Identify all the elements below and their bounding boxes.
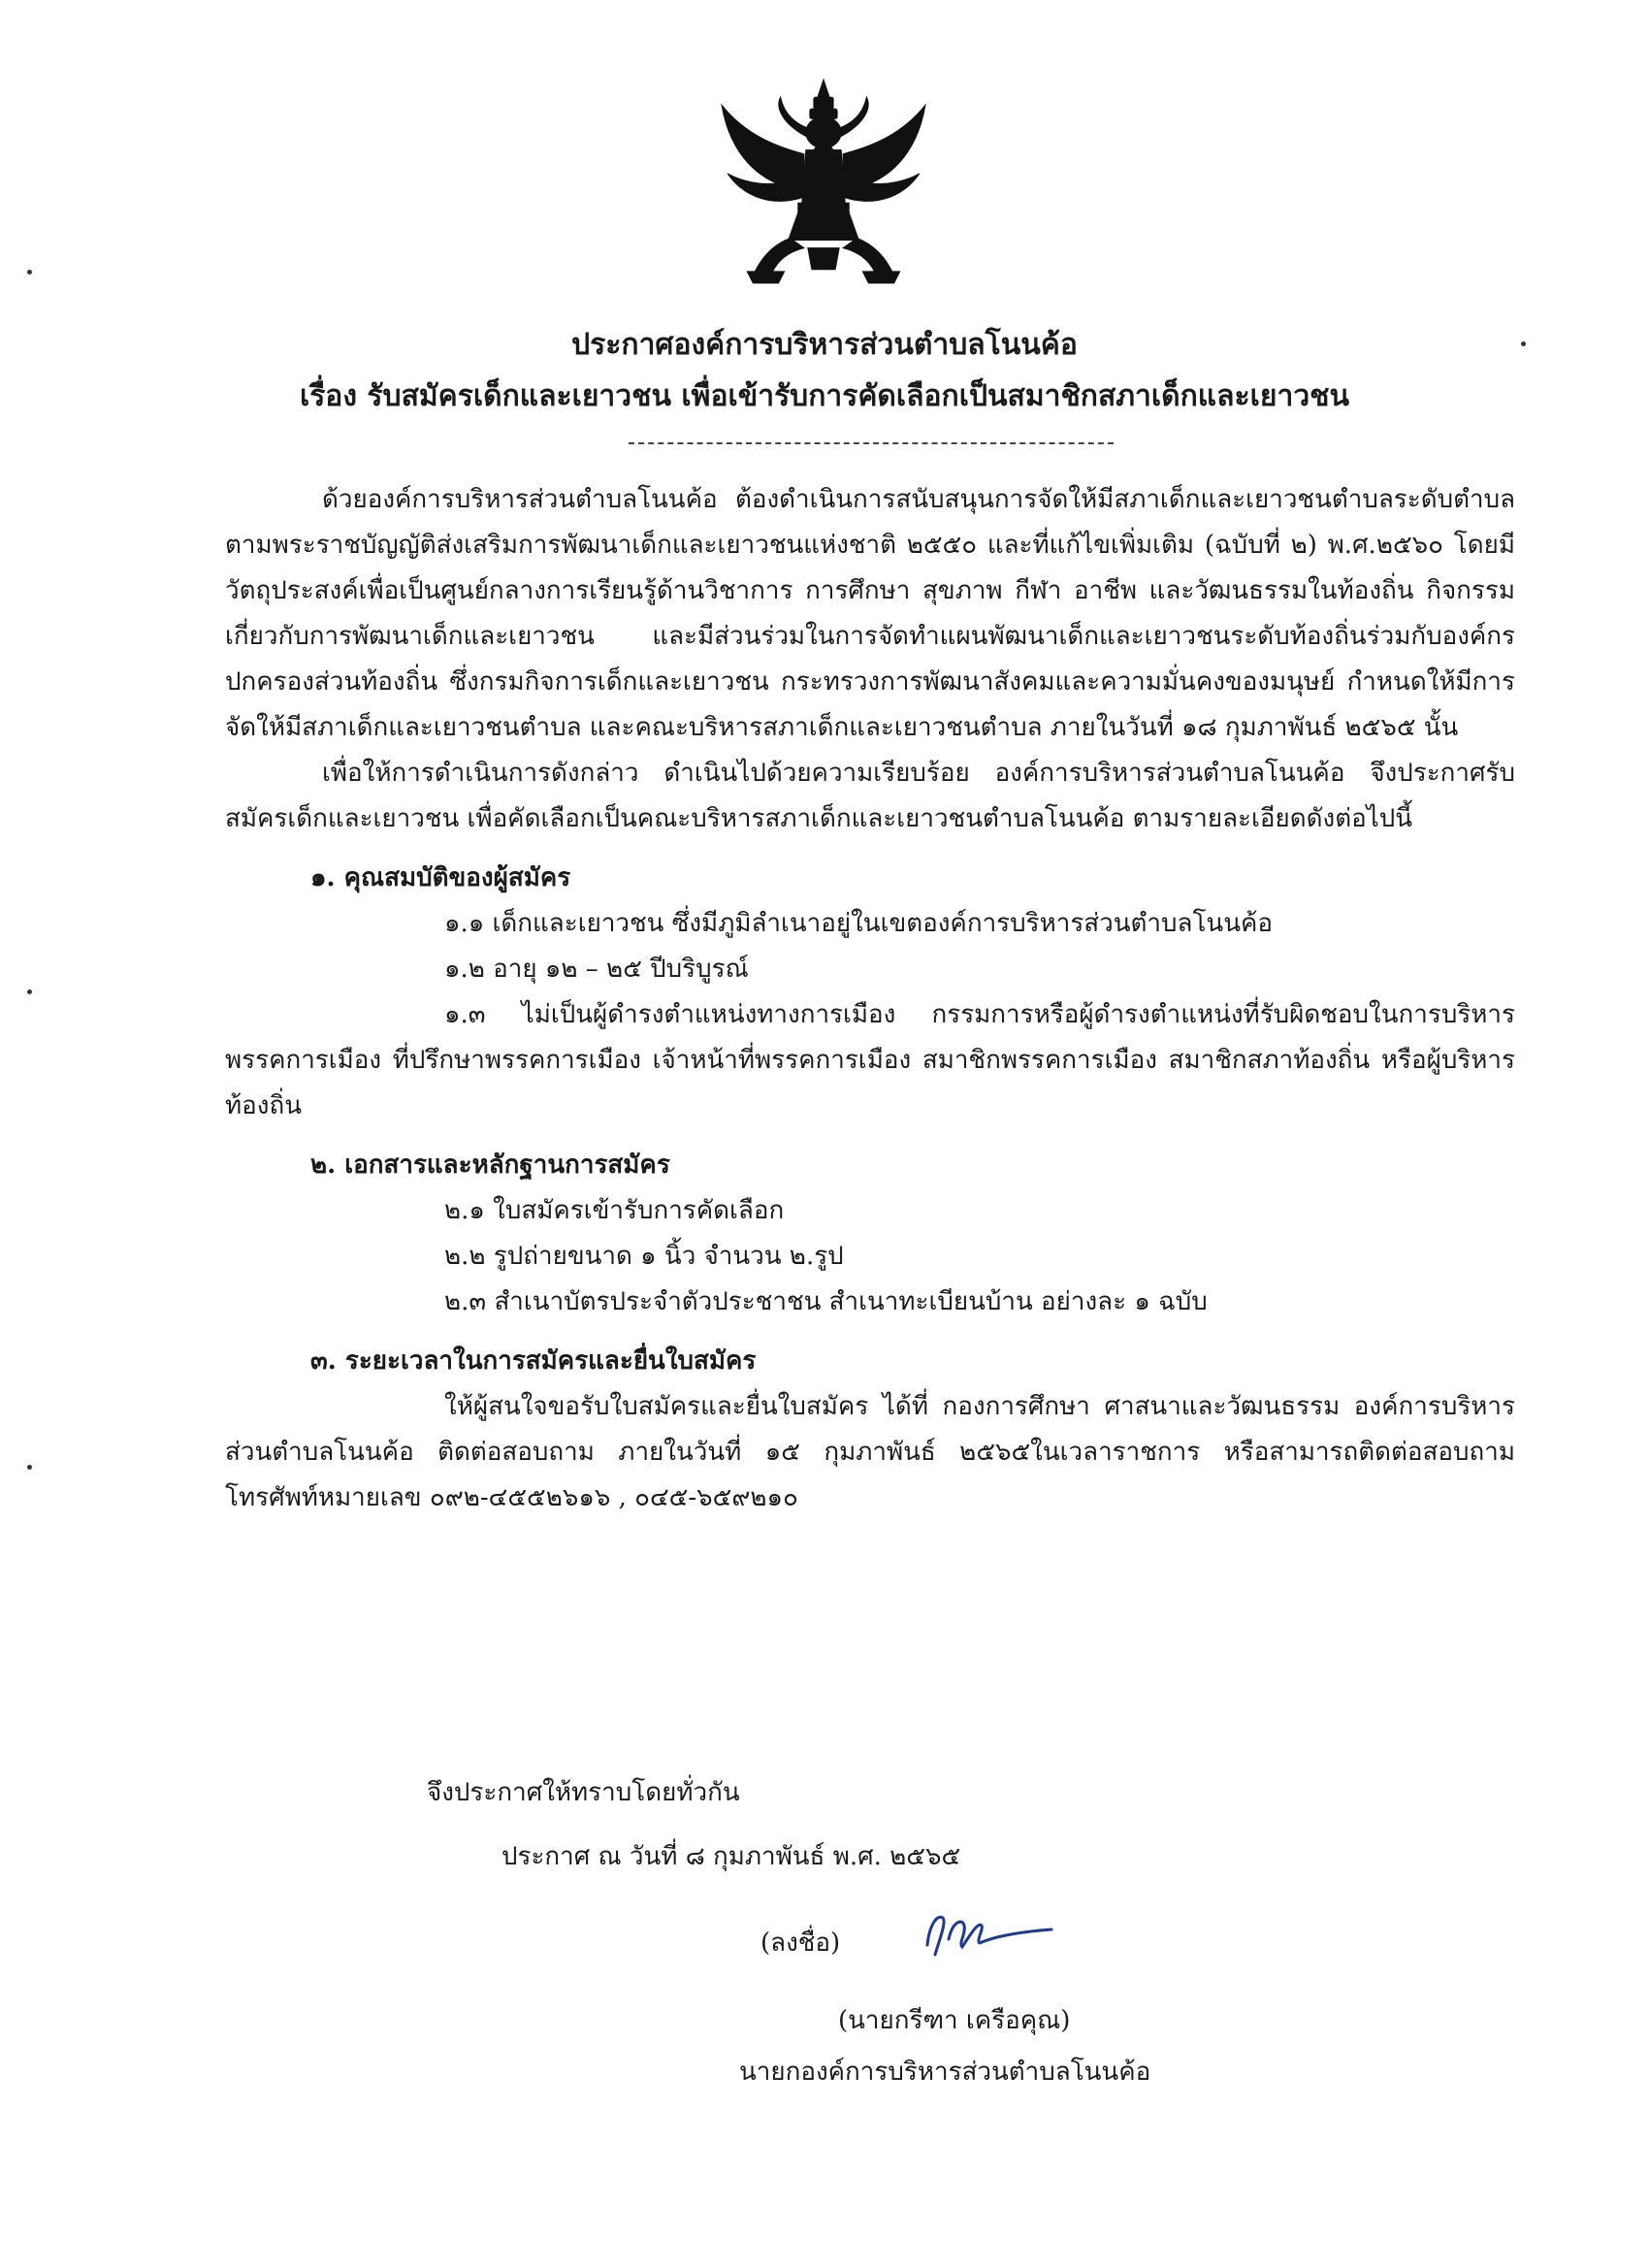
list-item: ๑.๒ อายุ ๑๒ – ๒๕ ปีบริบูรณ์ [444,955,749,984]
second-paragraph: เพื่อให้การดำเนินการดังกล่าว ดำเนินไปด้วยความเรียบร้อย องค์การบริหารส่วนตำบลโนนค้อ จึงประกาศรับสมัครเด็กและเยาวชน เพื่อคัดเลือกเป็นคณะบริหารสภาเด็กและเยาวชนตำบลโนนค้อ ตามรายละเอียดดังต่อไปนี้ [225,759,1515,833]
announcement-body [225,477,1515,1521]
list-item: ๒.๓ สำเนาบัตรประจำตัวประชาชน สำเนาทะเบียนบ้าน อย่างละ ๑ ฉบับ [444,1287,1208,1316]
section-heading: ๑. คุณสมบัติของผู้สมัคร [310,863,571,892]
announcement-title: ประกาศองค์การบริหารส่วนตำบลโนนค้อ [571,328,1078,362]
scan-dot [27,1465,32,1470]
signer-title: นายกองค์การบริหารส่วนตำบลโนนค้อ [739,2057,1151,2087]
scan-dot [27,989,32,994]
intro-paragraph: ด้วยองค์การบริหารส่วนตำบลโนนค้อ ต้องดำเนินการสนับสนุนการจัดให้มีสภาเด็กและเยาวชนตำบลระดับตำบลตามพระราชบัญญัติส่งเสริมการพัฒนาเด็กและเยาวชนแห่งชาติ ๒๕๕๐ และที่แก้ไขเพิ่มเติม (ฉบับที่ ๒) พ.ศ.๒๕๖๐ โดยมีวัตถุประสงค์เพื่อเป็นศูนย์กลางการเรียนรู้ด้านวิชาการ การศึกษา สุขภาพ กีฬา อาชีพ และวัฒนธรรมในท้องถิ่น กิจกรรมเกี่ยวกับการพัฒนาเด็กและเยาวชน และมีส่วนร่วมในการจัดทำแผนพัฒนาเด็กและเยาวชนระดับท้องถิ่นร่วมกับองค์กรปกครองส่วนท้องถิ่น ซึ่งกรมกิจการเด็กและเยาวชน กระทรวงการพัฒนาสังคมและความมั่นคงของมนุษย์ กำหนดให้มีการจัดให้มีสภาเด็กและเยาวชนตำบล และคณะบริหารสภาเด็กและเยาวชนตำบล ภายในวันที่ ๑๘ กุมภาพันธ์ ๒๕๖๕ นั้น [225,485,1515,742]
announcement-date: ประกาศ ณ วันที่ ๘ กุมภาพันธ์ พ.ศ. ๒๕๖๕ [501,1842,961,1871]
garuda-emblem-icon [716,76,931,291]
signature-icon [920,1896,1055,1964]
announcement-subject: เรื่อง รับสมัครเด็กและเยาวชน เพื่อเข้ารับการคัดเลือกเป็นสมาชิกสภาเด็กและเยาวชน [299,379,1350,413]
list-item: ๒.๑ ใบสมัครเข้ารับการคัดเลือก [444,1196,785,1225]
title-divider [629,442,1114,444]
list-item: ๒.๒ รูปถ่ายขนาด ๑ นิ้ว จำนวน ๒.รูป [444,1242,844,1271]
scan-dot [27,270,32,275]
list-item: ให้ผู้สนใจขอรับใบสมัครและยื่นใบสมัคร ได้ที่ กองการศึกษา ศาสนาและวัฒนธรรม องค์การบริหารส่วนตำบลโนนค้อ ติดต่อสอบถาม ภายในวันที่ ๑๕ กุมภาพันธ์ ๒๕๖๕ในเวลาราชการ หรือสามารถติดต่อสอบถาม โทรศัพท์หมายเลข ๐๙๒-๔๕๕๒๖๑๖ , ๐๔๕-๖๕๙๒๑๐ [225,1392,1515,1512]
closing-statement: จึงประกาศให้ทราบโดยทั่วกัน [427,1778,740,1807]
signature-label: (ลงชื่อ) [760,1928,841,1958]
signer-name: (นายกรีฑา เครือคุณ) [838,2006,1071,2035]
list-item: ๑.๓ ไม่เป็นผู้ดำรงตำแหน่งทางการเมือง กรรมการหรือผู้ดำรงตำแหน่งที่รับผิดชอบในการบริหารพรรคการเมือง ที่ปรึกษาพรรคการเมือง เจ้าหน้าที่พรรคการเมือง สมาชิกพรรคการเมือง สมาชิกสภาท้องถิ่น หรือผู้บริหารท้องถิ่น [225,1000,1515,1120]
list-item: ๑.๑ เด็กและเยาวชน ซึ่งมีภูมิลำเนาอยู่ในเขตองค์การบริหารส่วนตำบลโนนค้อ [444,909,1273,938]
section-heading: ๓. ระยะเวลาในการสมัครและยื่นใบสมัคร [310,1346,757,1376]
scan-dot [1521,341,1526,346]
section-heading: ๒. เอกสารและหลักฐานการสมัคร [310,1150,670,1180]
